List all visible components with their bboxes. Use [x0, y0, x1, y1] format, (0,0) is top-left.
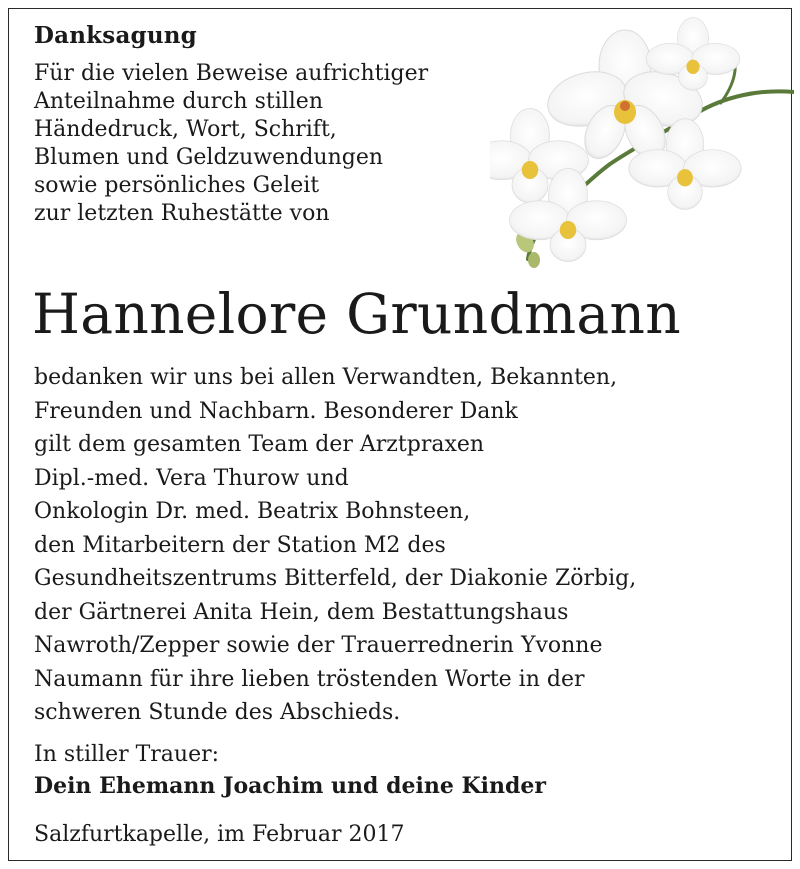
- body-line: Freunden und Nachbarn. Besonderer Dank: [34, 398, 518, 424]
- body-line: der Gärtnerei Anita Hein, dem Bestattungshaus: [34, 599, 569, 625]
- intro-line: zur letzten Ruhestätte von: [34, 201, 330, 226]
- thanks-paragraph: [34, 361, 784, 730]
- intro-line: Anteilnahme durch stillen: [34, 89, 323, 114]
- body-line: gilt dem gesamten Team der Arztpraxen: [34, 432, 485, 457]
- body-line: Onkologin Dr. med. Beatrix Bohnsteen,: [34, 499, 471, 524]
- body-line: schweren Stunde des Abschieds.: [34, 700, 401, 725]
- orchid-flowers-icon: [490, 14, 794, 274]
- body-line: Nawroth/Zepper sowie der Trauerrednerin Yvonne: [34, 633, 603, 658]
- body-line: den Mitarbeitern der Station M2 des: [34, 532, 446, 558]
- signers: Dein Ehemann Joachim und deine Kinder: [34, 773, 546, 799]
- intro-paragraph: [34, 60, 504, 228]
- body-line: Naumann für ihre lieben tröstenden Worte in der: [34, 666, 585, 692]
- place-date: Salzfurtkapelle, im Februar 2017: [34, 822, 405, 847]
- intro-line: Händedruck, Wort, Schrift,: [34, 117, 337, 142]
- deceased-name: Hannelore Grundmann: [32, 282, 681, 346]
- body-line: Dipl.-med. Vera Thurow und: [34, 465, 349, 491]
- intro-line: Für die vielen Beweise aufrichtiger: [34, 61, 429, 86]
- notice-heading: Danksagung: [34, 22, 197, 49]
- body-line: bedanken wir uns bei allen Verwandten, Bekannten,: [34, 365, 618, 390]
- body-line: Gesundheitszentrums Bitterfeld, der Diakonie Zörbig,: [34, 566, 637, 591]
- intro-line: sowie persönliches Geleit: [34, 173, 320, 198]
- intro-line: Blumen und Geldzuwendungen: [34, 145, 384, 170]
- mourning-label: In stiller Trauer:: [34, 742, 220, 767]
